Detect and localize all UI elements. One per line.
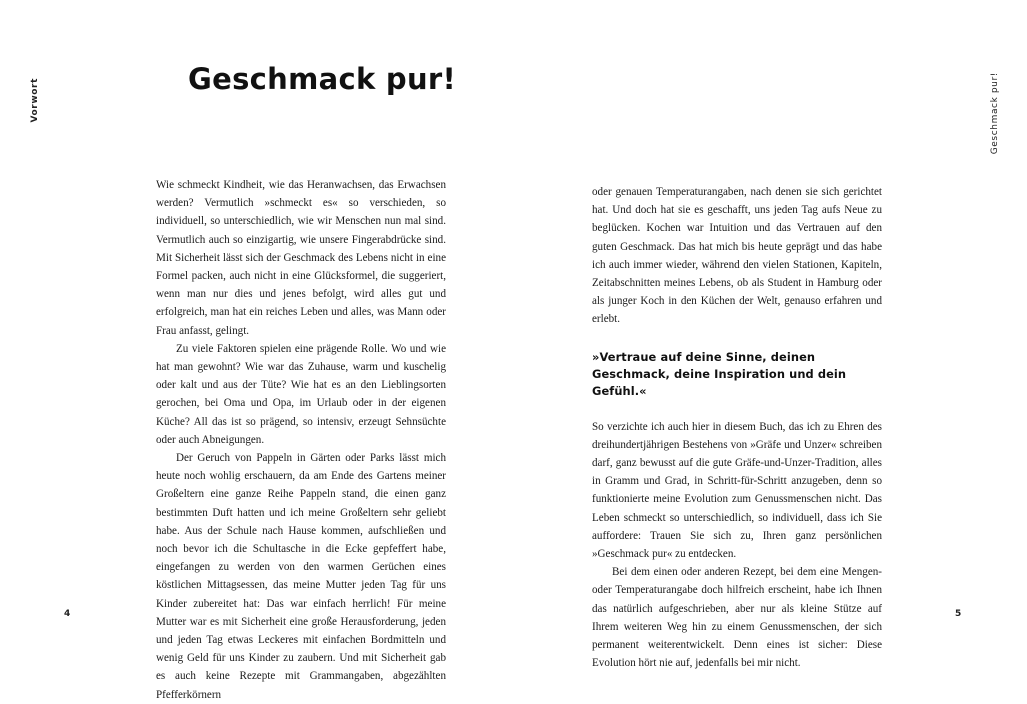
- running-head-right: Geschmack pur!: [990, 72, 1000, 155]
- body-paragraph: Bei dem einen oder anderen Rezept, bei dem eine Mengenoder Temperaturangabe doch hilfreich erscheint, habe ich Ihnen das natürlich aufgeschrieben, aber nur als kleine Stütze auf Ihrem weiteren Weg hin zu einem Genussmenschen, der sich permanent weiterentwickelt. Denn eines ist sicher: Diese Evolution hört nie auf, jedenfalls bei mir nicht.: [592, 566, 882, 670]
- running-head-left: Vorwort: [30, 78, 40, 123]
- right-text-column: [592, 183, 882, 672]
- body-paragraph: Der Geruch von Pappeln in Gärten oder Parks lässt mich heute noch wohlig erschauern, da am Ende des Gartens meiner Großeltern eine ganze Reihe Pappeln stand, die einen ganz bestimmten Duft hatten und ich meine Großeltern sehr geliebt habe. Aus der Schule nach Hause kommen, aufschließen und noch bevor ich die Schultasche in die Ecke gepfeffert habe, eingefangen zu werden von den warmen Gerüchen eines köstlichen Mittagsessen, das meine Mutter jeden Tag für uns Kinder zubereitet hat: Das war einfach herrlich! Für meine Mutter war es mit Sicherheit eine große Herausforderung, jeden und jeden Tag etwas Leckeres mit einfachen Bordmitteln und wenig Geld für uns Kinder zu zaubern. Und mit Sicherheit gab es auch keine Rezepte mit Grammangaben, abgezählten Pfefferkörnern: [156, 452, 446, 701]
- body-paragraph: oder genauen Temperaturangaben, nach denen sie sich gerichtet hat. Und doch hat sie es geschafft, uns jeden Tag aufs Neue zu beglücken. Kochen war Intuition und das Vertrauen auf den guten Geschmack. Das hat mich bis heute geprägt und das habe ich auch immer wieder, während den vielen Stationen, Kapiteln, Zeitabschnitten meines Lebens, ob als Student in Hamburg oder als junger Koch in den Küchen der Welt, genauso erfahren und erlebt.: [592, 186, 882, 326]
- body-paragraph: Wie schmeckt Kindheit, wie das Heranwachsen, das Erwachsen werden? Vermutlich »schmeckt es« so verschieden, so individuell, so unterschiedlich, wie wir Menschen nun mal sind. Vermutlich auch so einzigartig, wie unsere Fingerabdrücke sind. Mit Sicherheit lässt sich der Geschmack des Lebens nicht in eine Formel packen, auch nicht in eine Glücksformel, die suggeriert, wenn man nur dies und jenes befolgt, wird alles gut und erfolgreich, man hat ein reiches Leben und alles, was Mann oder Frau anfasst, gelingt.: [156, 179, 446, 337]
- page-number-right: 5: [955, 609, 962, 619]
- left-text-column: [156, 176, 446, 704]
- pull-quote: »Vertraue auf deine Sinne, deinen Geschmack, deine Inspiration und dein Gefühl.«: [592, 349, 847, 398]
- body-paragraph: Zu viele Faktoren spielen eine prägende Rolle. Wo und wie hat man gewohnt? Wie war das Zuhause, warm und kuschelig oder kalt und aus der Tüte? Wie hat es an den Lieblingsorten gerochen, bei Oma und Opa, im Urlaub oder in der eigenen Küche? All das ist so prägend, so intensiv, erzeugt Sehnsüchte oder auch Abneigungen.: [156, 342, 446, 446]
- page-title: Geschmack pur!: [188, 62, 457, 96]
- page-number-left: 4: [64, 609, 71, 619]
- body-paragraph: So verzichte ich auch hier in diesem Buch, das ich zu Ehren des dreihundertjährigen Bestehens von »Gräfe und Unzer« schreiben darf, ganz bewusst auf die gute Gräfe-und-Unzer-Tradition, alles in Gramm und Grad, in Schritt-für-Schritt anzugeben, denn so funktionierte meine Evolution zum Genussmenschen nicht. Das Leben schmeckt so unterschiedlich, so individuell, dass ich Sie auffordere: Trauen Sie sich zu, Ihren ganz persönlichen »Geschmack pur« zu entdecken.: [592, 420, 882, 561]
